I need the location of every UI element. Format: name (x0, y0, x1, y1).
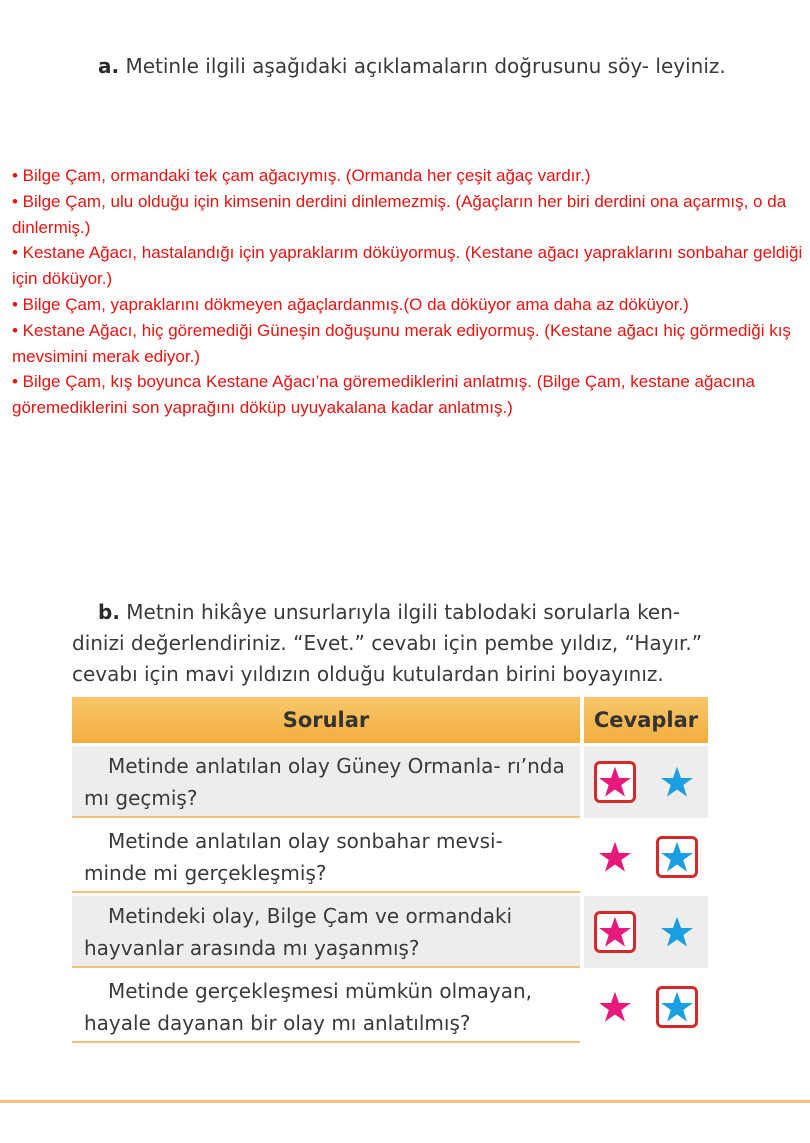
blue-star-checkbox[interactable] (656, 911, 698, 953)
pink-star-checkbox[interactable] (594, 986, 636, 1028)
section-b-text: Metnin hikâye unsurlarıyla ilgili tablodaki sorularla ken- dinizi değerlendiriniz. “Evet.” cevabı için pembe yıldız, “Hayır.” cevabı için mavi yıldızın olduğu kutulardan birini boyayınız. (72, 600, 703, 686)
pink-star-icon (598, 840, 632, 874)
answer-item: • Kestane Ağacı, hiç göremediği Güneşin doğuşunu merak ediyormuş. (Kestane ağacı hiç görmediği kış mevsimini merak ediyor.) (12, 320, 791, 366)
answer-item: • Bilge Çam, ulu olduğu için kimsenin derdini dinlemezmiş. (Ağaçların her biri derdini ona açarmış, o da dinlermiş.) (12, 191, 787, 237)
answer-cell (584, 818, 708, 893)
section-b-letter: b. (98, 600, 120, 624)
section-a-text: Metinle ilgili aşağıdaki açıklamaların doğrusunu söy- leyiniz. (125, 54, 726, 78)
table-row (72, 743, 708, 818)
table-row (72, 968, 708, 1043)
pink-star-icon (598, 765, 632, 799)
answer-cell (584, 743, 708, 818)
question-cell: Metinde anlatılan olay Güney Ormanla- rı’nda mı geçmiş? (72, 743, 584, 818)
question-cell: Metinde anlatılan olay sonbahar mevsi- minde mi gerçekleşmiş? (72, 818, 584, 893)
section-a-instruction (72, 50, 732, 82)
answer-cell (584, 893, 708, 968)
blue-star-icon (660, 765, 694, 799)
answer-item: • Bilge Çam, kış boyunca Kestane Ağacı’na göremediklerini anlatmış. (Bilge Çam, kestane ağacına göremediklerini son yaprağını döküp uyuyakalana kadar anlatmış.) (12, 372, 756, 418)
answer-item: • Kestane Ağacı, hastalandığı için yapraklarım döküyormuş. (Kestane ağacı yapraklarını sonbahar geldiği için döküyor.) (12, 243, 803, 289)
blue-star-checkbox[interactable] (656, 761, 698, 803)
blue-star-checkbox[interactable] (656, 986, 698, 1028)
header-questions: Sorular (72, 697, 584, 743)
header-answers: Cevaplar (584, 697, 708, 743)
section-a-letter: a. (98, 54, 120, 78)
pink-star-checkbox[interactable] (594, 911, 636, 953)
pink-star-icon (598, 915, 632, 949)
section-b-instruction (72, 597, 722, 690)
table-row (72, 893, 708, 968)
blue-star-checkbox[interactable] (656, 836, 698, 878)
answer-item: • Bilge Çam, ormandaki tek çam ağacıymış. (Ormanda her çeşit ağaç vardır.) (12, 166, 591, 185)
bottom-divider (0, 1100, 810, 1103)
question-cell: Metindeki olay, Bilge Çam ve ormandaki hayvanlar arasında mı yaşanmış? (72, 893, 584, 968)
answer-item: • Bilge Çam, yapraklarını dökmeyen ağaçlardanmış.(O da döküyor ama daha az döküyor.) (12, 294, 689, 314)
table-header-row (72, 697, 708, 743)
blue-star-icon (660, 915, 694, 949)
blue-star-icon (660, 990, 694, 1024)
answers-list (12, 163, 807, 421)
table-row (72, 818, 708, 893)
pink-star-icon (598, 990, 632, 1024)
pink-star-checkbox[interactable] (594, 836, 636, 878)
blue-star-icon (660, 840, 694, 874)
question-cell: Metinde gerçekleşmesi mümkün olmayan, hayale dayanan bir olay mı anlatılmış? (72, 968, 584, 1043)
evaluation-table (72, 697, 708, 1043)
answer-cell (584, 968, 708, 1043)
pink-star-checkbox[interactable] (594, 761, 636, 803)
